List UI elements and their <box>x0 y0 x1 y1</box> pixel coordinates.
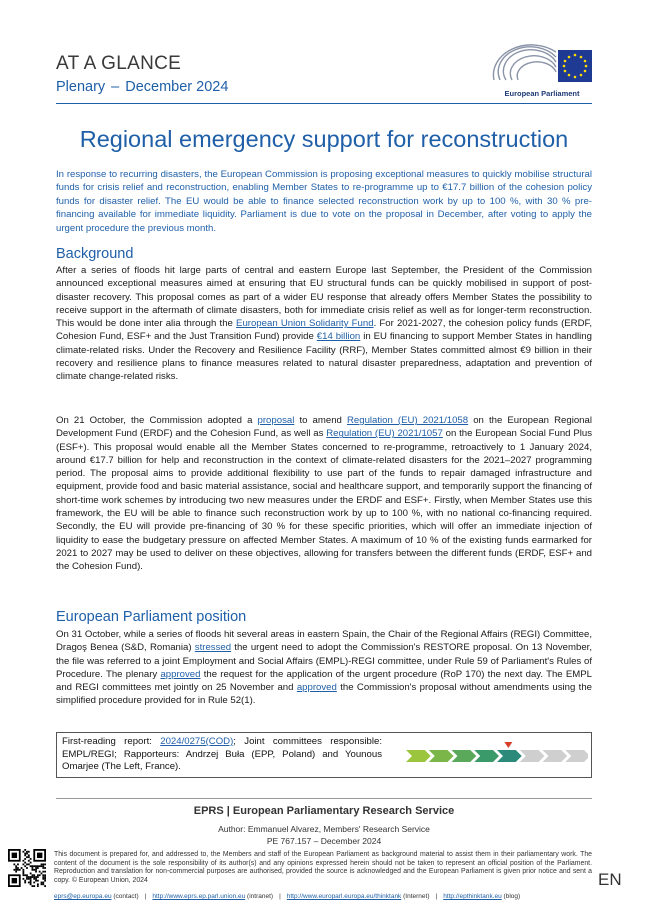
qr-module <box>33 869 35 871</box>
qr-module <box>17 869 19 871</box>
qr-module <box>35 869 37 871</box>
qr-module <box>28 854 30 856</box>
link-separator: | <box>144 893 147 900</box>
qr-module <box>13 863 15 865</box>
qr-module <box>22 851 24 853</box>
qr-module <box>15 869 17 871</box>
footer-link-note: (Internet) <box>401 893 430 900</box>
qr-module <box>35 865 37 867</box>
timeline-marker <box>504 742 512 748</box>
header-divider <box>56 103 592 104</box>
qr-code-icon <box>8 849 46 887</box>
link-approved-committee[interactable]: approved <box>296 682 337 694</box>
qr-module <box>30 865 32 867</box>
qr-module <box>35 867 37 869</box>
footer-link-note: (blog) <box>501 893 521 900</box>
qr-module <box>30 862 32 864</box>
qr-module <box>26 851 28 853</box>
qr-module <box>26 876 28 878</box>
qr-module <box>26 853 28 855</box>
intro-summary: In response to recurring disasters, the European Commission is proposing exceptional measures to quickly mobilise structural funds for crisis relief and reconstruction, enabling Member States to re-programme up to €17.7 billion of the cohesion policy funds for disaster relief. The EU would be able to finance selected reconstruction work by up to 100 %, with 30 % pre-financing available for immediate liquidity. Parliament is due to vote on the proposal in December, after voting to apply the urgent procedure the previous month. <box>56 169 592 234</box>
timeline-step <box>520 750 545 762</box>
qr-module <box>42 878 44 880</box>
qr-module <box>44 880 46 882</box>
qr-module <box>17 867 19 869</box>
qr-module <box>30 883 32 885</box>
timeline-step <box>429 750 454 762</box>
qr-module <box>24 854 26 856</box>
qr-module <box>28 860 30 862</box>
footer-link-note: (contact) <box>111 893 139 900</box>
qr-module <box>37 880 39 882</box>
qr-module <box>15 865 17 867</box>
qr-module <box>22 871 24 873</box>
qr-module <box>22 869 24 871</box>
qr-module <box>15 867 17 869</box>
qr-module <box>13 869 15 871</box>
footer-link-1[interactable]: http://www.eprs.ep.parl.union.eu <box>152 893 246 900</box>
text-run: On 21 October, the Commission adopted a <box>56 415 258 426</box>
qr-module <box>33 885 35 887</box>
qr-module <box>22 873 24 875</box>
link-separator: | <box>279 893 281 900</box>
link-separator: | <box>435 893 438 900</box>
text-run: on the European Social Fund Plus (ESF+). This proposal would enable all the Member States concerned to re-programme, retroactively to 1 January 2024, around €17.7 billion for help and reconstruction in the context of climate-related disasters for the 2021–2027 programming period. The proposal aims to provide additional flexibility to use part of the funds to repair damaged infrastructure and equipment, provide food and basic material assistance, social and healthcare support, and temporarily support the financing of short-time work schemes by introducing two new measures under the ERDF and ESF+. Firstly, when Member States use this framework, the EU will be able to finance such reconstruction work by up to 100 %, with no national co-financing required. Secondly, the EU will provide pre-financing of 30 % for these specific priorities, which will offer an immediate injection of liquidity to ease the budgetary pressure on affected Member States. A maximum of 10 % of the existing funds earmarked for 2021 to 2027 may be used to deliver on these objectives, allowing for transfers between the different funds (ERDF, ESF+ and the Cohesion Fund). <box>56 428 592 573</box>
qr-module <box>41 863 43 865</box>
qr-module <box>39 874 41 876</box>
language-code: EN <box>598 870 622 889</box>
qr-module <box>21 867 23 869</box>
footer-divider <box>56 798 592 799</box>
qr-module <box>28 882 30 884</box>
footer-link-2[interactable]: http://www.europarl.europa.eu/thinktank <box>286 893 402 900</box>
qr-module <box>28 856 30 858</box>
qr-module <box>15 871 17 873</box>
qr-module <box>44 876 46 878</box>
qr-module <box>28 878 30 880</box>
text-run: After a series of floods hit large parts of central and eastern Europe last September, the President of the Commission announced exceptional measures aimed at ensuring that EU structural funds can be quickly mobilised in support of post-disaster recovery. This proposal comes as part of a wider EU response that already offers Member States the possibility to receive support in the aftermath of climate disasters, both for immediate crisis relief as well as for longer-term reconstruction. This would be done inter alia through the <box>56 265 592 330</box>
footer-organisation: EPRS | European Parliamentary Research Service <box>193 805 455 817</box>
qr-module <box>35 880 37 882</box>
link-procedure-file[interactable]: 2024/0275(COD) <box>160 736 234 747</box>
qr-module <box>42 865 44 867</box>
qr-module <box>17 863 19 865</box>
qr-module <box>42 871 44 873</box>
qr-module <box>30 858 32 860</box>
qr-module <box>30 882 32 884</box>
qr-module <box>12 853 17 858</box>
qr-module <box>41 865 43 867</box>
footer-link-note: (intranet) <box>245 893 274 900</box>
info-box-rest: ; Joint committees responsible: EMPL/REGI; Rapporteurs: Andrzej Buła (EPP, Poland) and Younous Omarjee (The Left, France). <box>62 736 382 773</box>
qr-module <box>24 882 26 884</box>
qr-module <box>42 874 44 876</box>
timeline-step <box>452 750 477 762</box>
qr-module <box>37 874 39 876</box>
footer-link-0[interactable]: eprs@ep.europa.eu <box>54 893 112 900</box>
qr-module <box>19 869 21 871</box>
qr-module <box>24 865 26 867</box>
qr-module <box>28 863 30 865</box>
qr-module <box>24 880 26 882</box>
ep-position-heading: European Parliament position <box>56 609 247 625</box>
qr-module <box>30 878 32 880</box>
qr-module <box>26 856 28 858</box>
background-heading: Background <box>56 246 134 262</box>
qr-module <box>37 853 42 858</box>
timeline-step <box>565 750 588 762</box>
qr-module <box>33 882 35 884</box>
qr-module <box>24 858 26 860</box>
qr-module <box>24 862 26 864</box>
text-run: on the European Regional Development Fund (ERDF) and the Cohesion Fund, as well as <box>56 415 592 440</box>
text-run: the Commission's proposal without amendments using the simplified procedure provided for in Rule 52(1). <box>56 682 592 707</box>
qr-module <box>32 876 34 878</box>
qr-module <box>44 871 46 873</box>
footer-links <box>54 893 592 900</box>
qr-module <box>32 865 34 867</box>
qr-module <box>28 851 30 853</box>
qr-module <box>42 883 44 885</box>
text-run: in EU financing to support Member States in handling climate-related risks. Under the Recovery and Resilience Facility (RRF), Member States committed almost €9 billion in their recovery and resilience plans to finance measures related to natural disaster preparedness, adaptation and prevention of climate change-related risks. <box>56 331 592 383</box>
link-regulation-1057[interactable]: Regulation (EU) 2021/1057 <box>326 428 443 440</box>
qr-module <box>37 883 39 885</box>
qr-module <box>44 878 46 880</box>
header-kicker: AT A GLANCE <box>56 53 182 74</box>
logo-text: European Parliament <box>504 89 580 98</box>
header-session-date <box>56 79 228 95</box>
qr-module <box>44 885 46 887</box>
link-approved-urgent[interactable]: approved <box>160 668 201 680</box>
timeline-step <box>474 750 499 762</box>
qr-module <box>44 874 46 876</box>
qr-module <box>26 874 28 876</box>
qr-module <box>33 865 35 867</box>
qr-module <box>12 878 17 883</box>
qr-module <box>22 878 24 880</box>
qr-module <box>26 863 28 865</box>
qr-module <box>32 874 34 876</box>
info-box-text <box>62 736 382 774</box>
qr-module <box>35 876 37 878</box>
text-run: the urgent need to adopt the Commission's RESTORE proposal. On 13 November, the file was referred to a joint Employment and Social Affairs (EMPL)-REGI committee, under Rule 59 of Parliament's Rules of Procedure. The plenary <box>56 642 592 680</box>
legislative-timeline-icon <box>406 738 588 774</box>
link-stressed[interactable]: stressed <box>194 642 232 654</box>
qr-module <box>33 878 35 880</box>
link-solidarity-fund[interactable]: European Union Solidarity Fund <box>236 318 374 330</box>
qr-module <box>41 883 43 885</box>
qr-module <box>30 880 32 882</box>
qr-module <box>22 874 24 876</box>
text-run: the request for the application of the urgent procedure (RoP 170) the next day. The EMPL and REGI committees met jointly on 25 November and <box>56 668 593 694</box>
qr-module <box>39 871 41 873</box>
qr-module <box>30 873 32 875</box>
text-run: to amend <box>294 415 347 426</box>
qr-module <box>37 876 39 878</box>
qr-module <box>37 885 39 887</box>
qr-module <box>37 867 39 869</box>
qr-module <box>28 876 30 878</box>
qr-module <box>41 882 43 884</box>
qr-module <box>39 865 41 867</box>
page-title: Regional emergency support for reconstruction <box>79 126 569 152</box>
info-box-label: First-reading report: <box>62 736 161 747</box>
qr-module <box>22 863 24 865</box>
qr-module <box>37 865 39 867</box>
background-paragraph-2 <box>56 414 592 574</box>
ep-position-paragraph <box>56 628 592 708</box>
qr-module <box>42 882 44 884</box>
qr-module <box>42 867 44 869</box>
footer-disclaimer: This document is prepared for, and addressed to, the Members and staff of the European Parliament as background material to assist them in their parliamentary work. The content of the document is the sole responsibility of its author(s) and any opinions expressed herein should not be taken to represent an official position of the Parliament. Reproduction and translation for non-commercial purposes are authorised, provided the source is acknowledged and the European Parliament is given prior notice and sent a copy. © European Union, 2024 <box>54 851 592 884</box>
footer-reference: PE 767.157 – December 2024 <box>266 836 382 846</box>
qr-module <box>22 860 24 862</box>
timeline-step <box>543 750 568 762</box>
timeline-step <box>406 750 431 762</box>
link-proposal[interactable]: proposal <box>257 415 295 426</box>
footer-author: Author: Emmanuel Alvarez, Members' Research Service <box>218 824 430 834</box>
session-date: December 2024 <box>125 79 229 95</box>
qr-module <box>24 849 26 851</box>
qr-module <box>44 867 46 869</box>
link-14-billion[interactable]: €14 billion <box>316 331 361 343</box>
qr-module <box>26 867 28 869</box>
qr-module <box>42 863 44 865</box>
link-regulation-1058[interactable]: Regulation (EU) 2021/1058 <box>346 415 469 426</box>
qr-module <box>26 878 28 880</box>
qr-module <box>35 871 37 873</box>
session-dash: – <box>111 79 120 95</box>
qr-module <box>32 869 34 871</box>
qr-module <box>30 876 32 878</box>
qr-module <box>32 885 34 887</box>
text-run: . For 2021-2027, the cohesion policy funds (ERDF, Cohesion Fund, ESF+ and the Just Transition Fund) provide <box>56 318 593 343</box>
qr-module <box>44 863 46 865</box>
qr-module <box>33 876 35 878</box>
footer-link-3[interactable]: http://epthinktank.eu <box>443 893 502 900</box>
qr-module <box>24 874 26 876</box>
background-paragraph-1 <box>56 264 592 384</box>
qr-module <box>32 867 34 869</box>
qr-module <box>35 878 37 880</box>
text-run: On 31 October, while a series of floods hit several areas in eastern Spain, the Chair of the Regional Affairs (REGI) Committee, Dragoş Benea (S&D, Romania) <box>56 629 592 654</box>
qr-module <box>41 873 43 875</box>
session-label: Plenary <box>56 79 106 95</box>
timeline-step <box>497 750 522 762</box>
qr-module <box>42 876 44 878</box>
qr-module <box>33 874 35 876</box>
qr-module <box>24 853 26 855</box>
